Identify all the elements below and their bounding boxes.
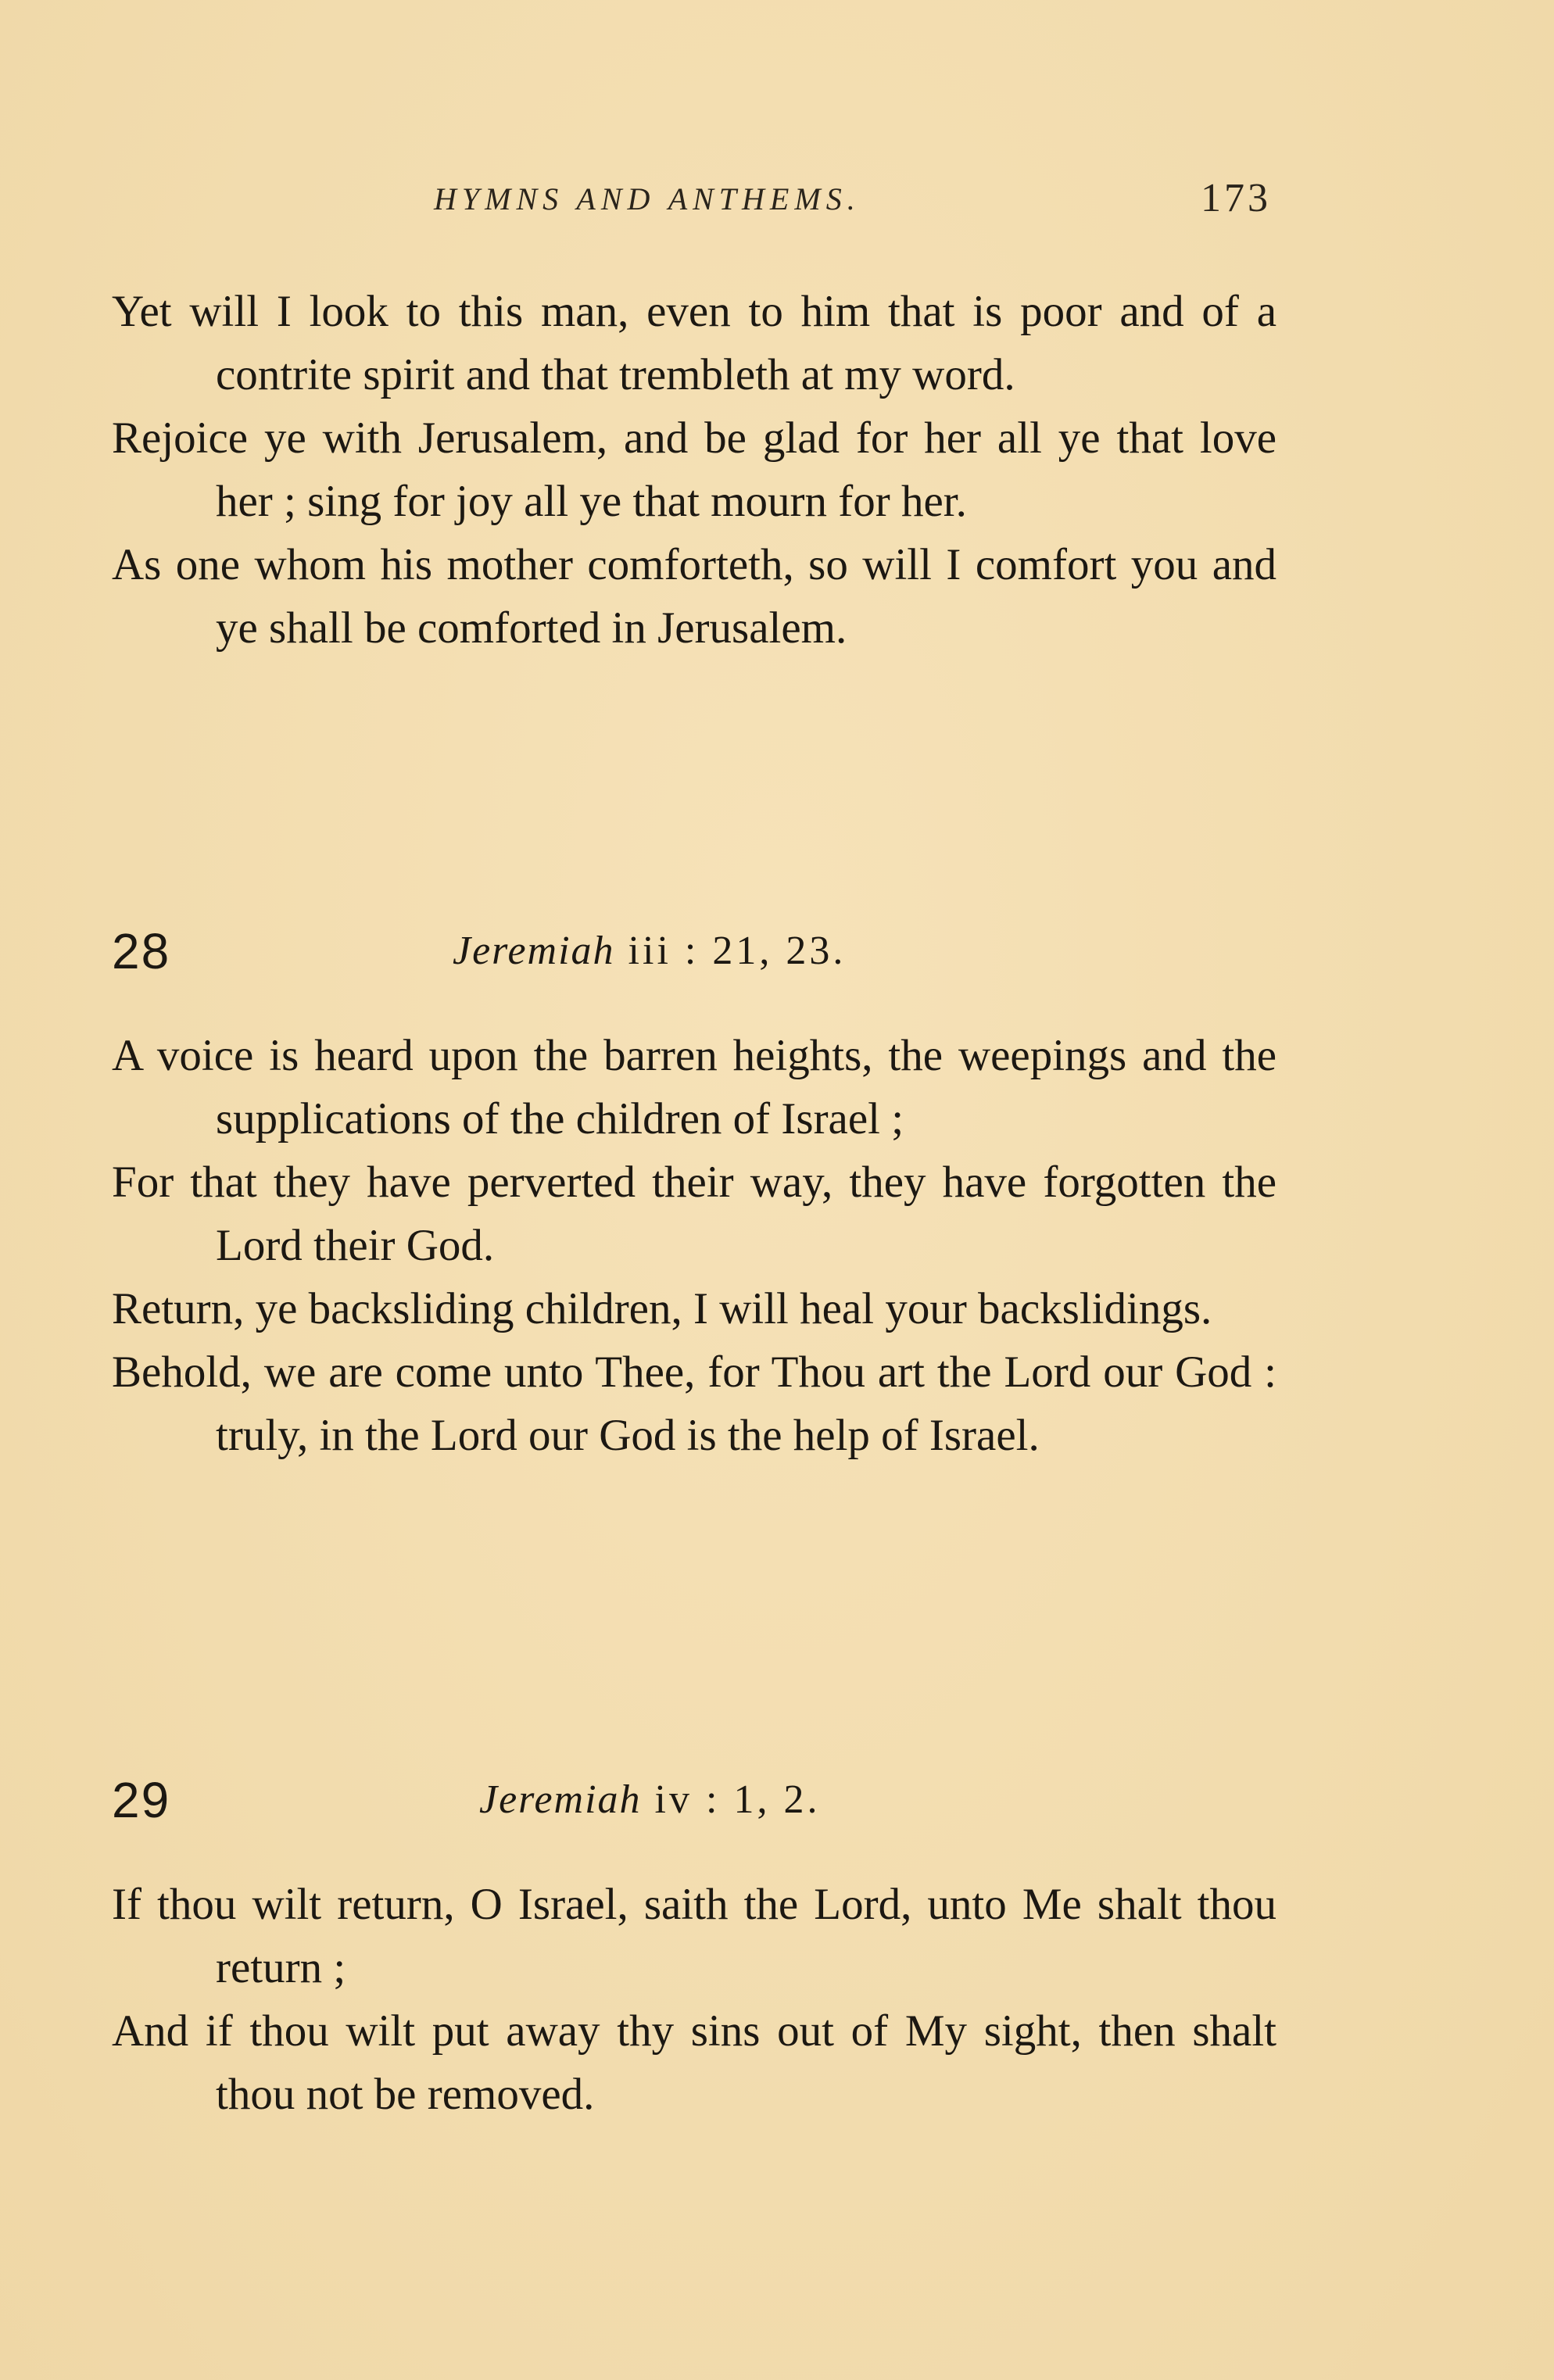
running-title: HYMNS AND ANTHEMS. <box>434 181 861 217</box>
verse: Yet will I look to this man, even to him that is poor and of a contrite spirit and that trembleth at my word. <box>112 287 1276 399</box>
verse: If thou wilt return, O Israel, saith the Lord, unto Me shalt thou return ; <box>112 1880 1276 1992</box>
verse: For that they have perverted their way, they have forgotten the Lord their God. <box>112 1158 1276 1270</box>
verse: Behold, we are come unto Thee, for Thou art the Lord our God : truly, in the Lord our God is the help of Israel. <box>112 1347 1276 1460</box>
book-name: Jeremiah <box>479 1777 642 1822</box>
section-heading-28 <box>112 916 1276 986</box>
book-name: Jeremiah <box>453 929 615 973</box>
verse: And if thou wilt put away thy sins out of My sight, then shalt thou not be removed. <box>112 2006 1276 2119</box>
scripture-reference <box>453 916 846 986</box>
section-28-passage <box>112 1024 1276 1467</box>
section-29-passage <box>112 1873 1276 2126</box>
section-number: 29 <box>112 1772 171 1828</box>
verse: A voice is heard upon the barren heights, the weepings and the supplications of the children of Israel ; <box>112 1031 1276 1143</box>
section-heading-29 <box>112 1765 1276 1835</box>
verse: Rejoice ye with Jerusalem, and be glad for her all ye that love her ; sing for joy all ye that mourn for her. <box>112 413 1276 526</box>
chapter-verse: iii : 21, 23. <box>628 929 847 973</box>
continuation-passage <box>112 280 1276 660</box>
verse: As one whom his mother comforteth, so will I comfort you and ye shall be comforted in Jerusalem. <box>112 540 1276 653</box>
scripture-reference <box>479 1765 820 1835</box>
page-number: 173 <box>1201 176 1271 220</box>
page-header <box>0 176 1554 238</box>
section-number: 28 <box>112 923 171 979</box>
chapter-verse: iv : 1, 2. <box>654 1777 821 1822</box>
verse: Return, ye backsliding children, I will heal your backslidings. <box>112 1284 1212 1333</box>
